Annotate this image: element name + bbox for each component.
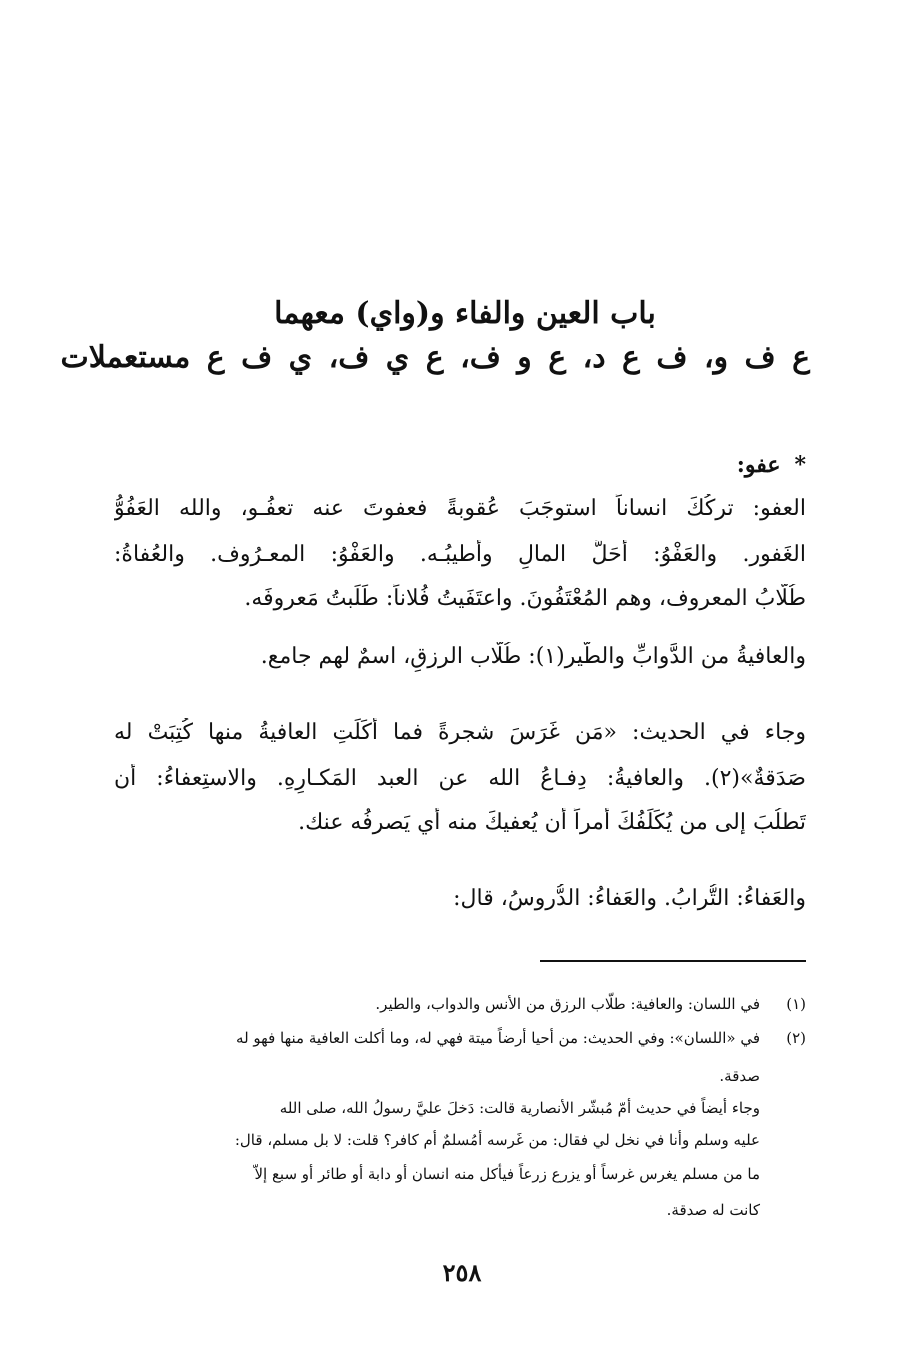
body-line: وجاء في الحديث: «مَن غَرَسَ شجرةً فما أكَلَتِ العافيةُ منها كُتِبَتْ له — [114, 720, 806, 745]
body-line: تَطلُبَ إلى من يُكَلِّفُكَ أمراً أن يُعفيكَ منه أي يَصرفُه عنك. — [298, 810, 806, 835]
footnote-text: ما من مسلم يغرس غرساً أو يزرع زرعاً فيأكل منه انسان أو دابة أو طائر أو سبع إلاّ — [254, 1165, 760, 1183]
body-line: والعافيةُ من الدَّوابِّ والطَّير(١): طُلّاب الرزقِ، اسمٌ لهم جامع. — [260, 644, 806, 669]
footnote-continuation — [106, 1198, 806, 1222]
footnote-text: وجاء أيضاً في حديث أمّ مُبشّر الأنصارية قالت: دَخلَ عليَّ رسولُ الله، صلى الله — [279, 1099, 760, 1117]
footnote-text: عليه وسلم وأنا في نخل لي فقال: من غَرسه أمُسلمٌ أم كافر؟ قلت: لا بل مسلم، قال: — [234, 1131, 760, 1149]
body-line: طُلّابُ المعروف، وهم المُعْتَفُونَ. واعتَفَيتُ فُلاناً: طَلَبتُ مَعروفَه. — [244, 586, 806, 611]
body-line: الغَفور. والعَفْوُ: أحَلُّ المالِ وأطيبُـه. والعَفْوُ: المعـرُوف. والعُفاةُ: — [114, 542, 806, 567]
footnote-number: (٢) — [786, 1029, 806, 1047]
body-line: صَدَقةٌ»(٢). والعافيةُ: دِفـاعُ الله عن العبد المَكـارِهِ. والاستِعفاءُ: أن — [114, 766, 806, 791]
footnote-text: صدقة. — [719, 1067, 760, 1085]
footnote-continuation — [106, 1096, 806, 1120]
chapter-roots: ع ف و، ف ع د، ع و ف، ع ي ف، ي ف ع مستعملات — [60, 340, 810, 375]
footnote — [106, 1026, 806, 1050]
asterisk-marker: * — [794, 452, 806, 478]
footnote-text: في «اللسان»: وفي الحديث: من أحيا أرضاً ميتة فهي له، وما أكلت العافية منها فهو له — [236, 1029, 760, 1047]
footnote-text: في اللسان: والعافية: طلّاب الرزق من الأنس والدواب، والطير. — [375, 995, 760, 1013]
body-line: والعَفاءُ: التُّرابُ. والعَفاءُ: الدُّروسُ، قال: — [453, 886, 806, 911]
entry-word: عفو: — [736, 452, 781, 478]
footnote-text: كانت له صدقة. — [666, 1201, 760, 1219]
page-number: ٢٥٨ — [442, 1258, 482, 1287]
entry-heading — [737, 452, 806, 478]
body-line: العفو: تركُكَ انساناً استوجَبَ عُقوبةً فعفوتَ عنه تعفُـو، والله العَفُوُّ — [114, 496, 806, 521]
footnote-continuation — [106, 1064, 806, 1088]
chapter-title: باب العين والفاء و(واي) معهما — [274, 296, 656, 331]
footnote-continuation — [106, 1162, 806, 1186]
footnote-number: (١) — [786, 995, 806, 1013]
footnote-continuation — [106, 1128, 806, 1152]
footnote — [106, 992, 806, 1016]
footnote-divider — [540, 960, 806, 962]
